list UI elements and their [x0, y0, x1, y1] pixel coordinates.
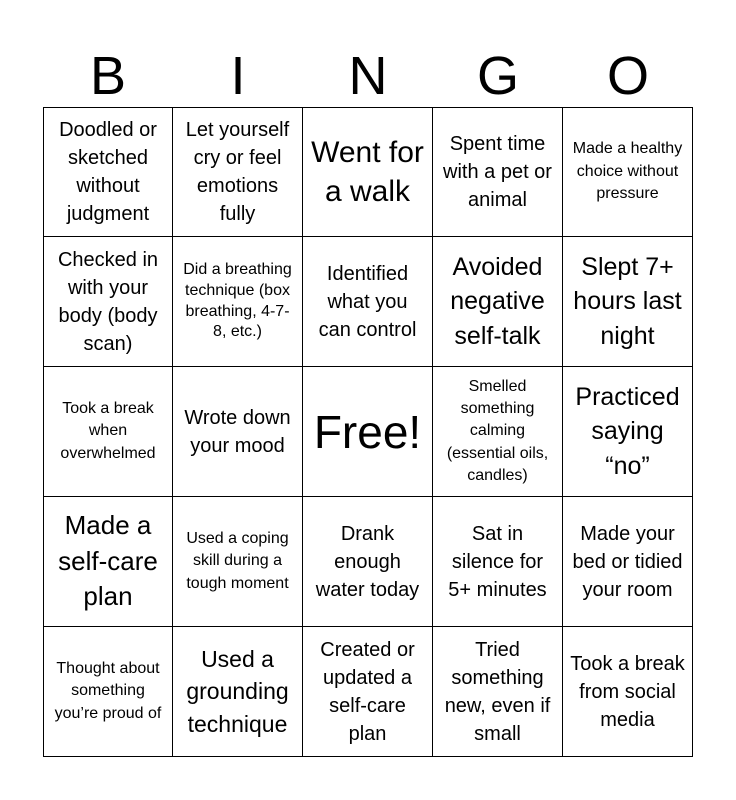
bingo-cell-r3-c2[interactable] — [303, 497, 433, 627]
cell-text: Avoided negative self-talk — [450, 252, 545, 350]
bingo-cell-r0-c1[interactable] — [173, 107, 303, 237]
bingo-cell-r2-c3[interactable] — [433, 367, 563, 497]
bingo-cell-r0-c4[interactable] — [563, 107, 693, 237]
bingo-cell-free[interactable] — [303, 367, 433, 497]
cell-text: Smelled something calming (essential oils, candles) — [446, 377, 549, 485]
cell-text: Used a grounding technique — [186, 646, 289, 737]
bingo-cell-r0-c3[interactable] — [433, 107, 563, 237]
bingo-cell-r4-c0[interactable] — [43, 627, 173, 757]
cell-text: Made a healthy choice without pressure — [572, 140, 683, 203]
cell-text: Practiced saying “no” — [575, 382, 680, 480]
bingo-cell-r1-c3[interactable] — [433, 237, 563, 367]
cell-text: Thought about something you’re proud of — [54, 659, 162, 722]
cell-text: Made a self-care plan — [58, 509, 158, 612]
cell-text: Spent time with a pet or animal — [443, 133, 552, 211]
cell-text: Doodled or sketched without judgment — [59, 119, 157, 225]
header-letter-g: G — [476, 46, 519, 106]
bingo-cell-r3-c3[interactable] — [433, 497, 563, 627]
bingo-cell-r2-c4[interactable] — [563, 367, 693, 497]
cell-text: Checked in with your body (body scan) — [57, 248, 159, 355]
cell-text: Identified what you can control — [318, 262, 417, 341]
bingo-cell-r3-c1[interactable] — [173, 497, 303, 627]
header-letter-i: I — [230, 46, 246, 106]
cell-text: Let yourself cry or feel emotions fully — [185, 119, 290, 225]
free-space-text: Free! — [313, 405, 422, 458]
bingo-cell-r1-c1[interactable] — [173, 237, 303, 367]
cell-text: Sat in silence for 5+ minutes — [448, 522, 547, 601]
bingo-cell-r1-c2[interactable] — [303, 237, 433, 367]
cell-text: Tried something new, even if small — [444, 638, 551, 745]
cell-text: Went for a walk — [311, 136, 424, 208]
bingo-cell-r4-c1[interactable] — [173, 627, 303, 757]
cell-text: Used a coping skill during a tough moment — [186, 529, 289, 592]
bingo-cell-r2-c1[interactable] — [173, 367, 303, 497]
bingo-cell-r0-c0[interactable] — [43, 107, 173, 237]
header-letter-o: O — [606, 46, 649, 106]
bingo-cell-r1-c0[interactable] — [43, 237, 173, 367]
header-letter-n: N — [348, 46, 388, 106]
bingo-cell-r4-c4[interactable] — [563, 627, 693, 757]
bingo-cell-r3-c0[interactable] — [43, 497, 173, 627]
bingo-board — [43, 107, 693, 757]
cell-text: Drank enough water today — [315, 522, 420, 601]
cell-text: Wrote down your mood — [184, 406, 291, 457]
bingo-cell-r0-c2[interactable] — [303, 107, 433, 237]
bingo-cell-r4-c3[interactable] — [433, 627, 563, 757]
bingo-cell-r1-c4[interactable] — [563, 237, 693, 367]
cell-text: Created or updated a self-care plan — [320, 638, 415, 745]
cell-text: Took a break from social media — [570, 652, 685, 731]
bingo-cell-r4-c2[interactable] — [303, 627, 433, 757]
bingo-cell-r3-c4[interactable] — [563, 497, 693, 627]
cell-text: Took a break when overwhelmed — [60, 399, 156, 462]
cell-text: Slept 7+ hours last night — [573, 252, 682, 350]
header-letter-b: B — [89, 46, 127, 106]
cell-text: Made your bed or tidied your room — [572, 522, 683, 601]
cell-text: Did a breathing technique (box breathing, 4-7-8, etc.) — [183, 260, 292, 341]
bingo-header — [43, 45, 693, 107]
bingo-cell-r2-c0[interactable] — [43, 367, 173, 497]
